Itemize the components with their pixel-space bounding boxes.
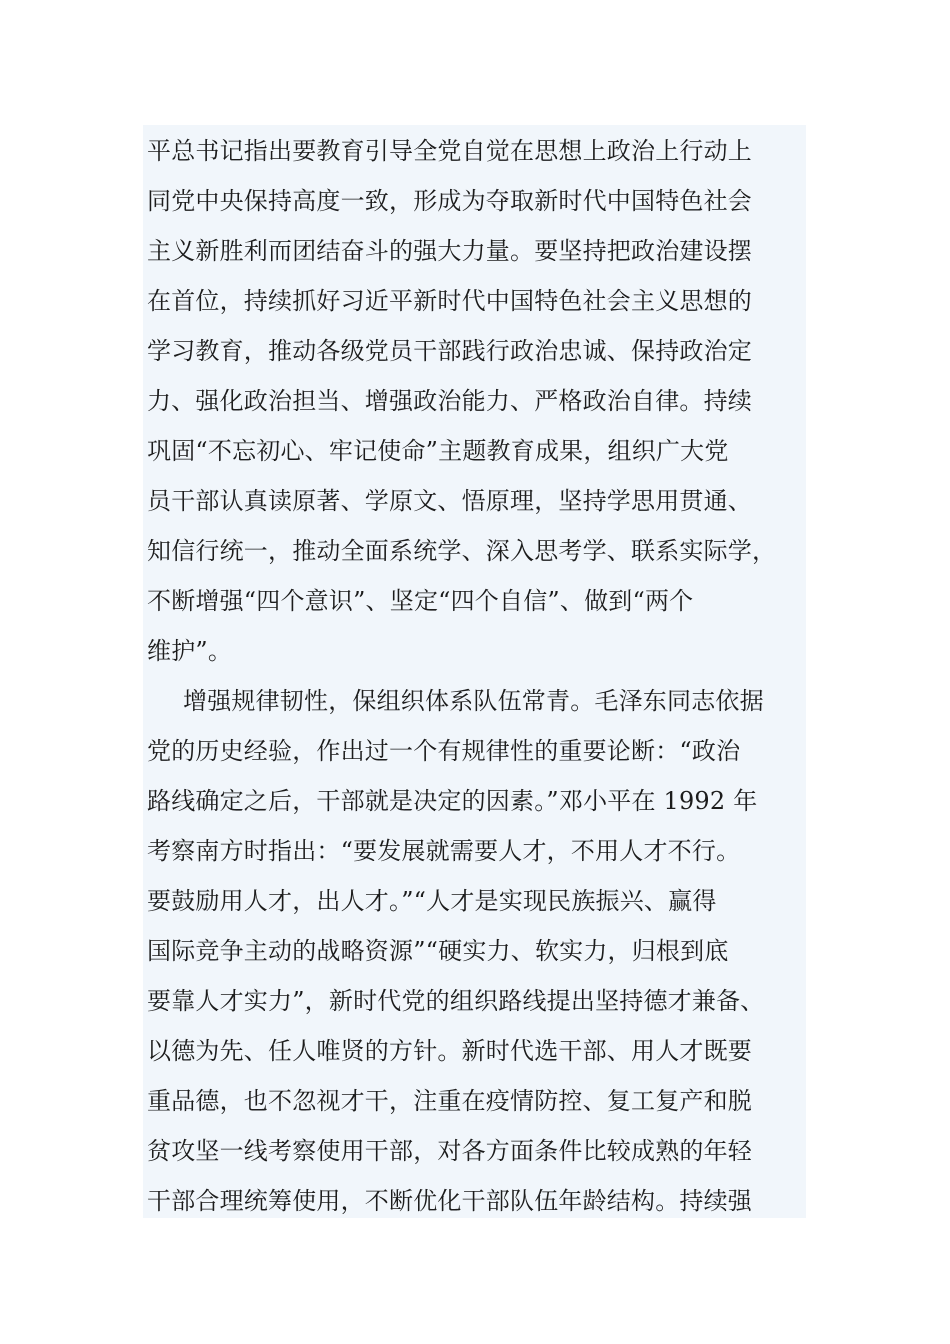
paragraph-1-line-6: 力、强化政治担当、增强政治能力、严格政治自律。持续 bbox=[147, 387, 752, 415]
paragraph-1-line-10: 不断增强“四个意识”、坚定“四个自信”、做到“两个 bbox=[147, 587, 694, 615]
paragraph-2-line-11: 干部合理统筹使用，不断优化干部队伍年龄结构。持续强 bbox=[147, 1187, 752, 1215]
paragraph-1-line-5: 学习教育，推动各级党员干部践行政治忠诚、保持政治定 bbox=[147, 337, 752, 365]
paragraph-2-line-4: 考察南方时指出：“要发展就需要人才，不用人才不行。 bbox=[147, 837, 741, 865]
paragraph-2-line-5: 要鼓励用人才，出人才。”“人才是实现民族振兴、赢得 bbox=[147, 887, 717, 915]
paragraph-2-line-9: 重品德，也不忽视才干，注重在疫情防控、复工复产和脱 bbox=[147, 1087, 752, 1115]
paragraph-1-line-11: 维护”。 bbox=[147, 637, 233, 665]
paragraph-2-line-3: 路线确定之后，干部就是决定的因素。”邓小平在 1992 年 bbox=[147, 787, 758, 815]
paragraph-2-line-7: 要靠人才实力”，新时代党的组织路线提出坚持德才兼备、 bbox=[147, 987, 765, 1015]
paragraph-2-line-2: 党的历史经验，作出过一个有规律性的重要论断：“政治 bbox=[147, 737, 741, 765]
paragraph-2-line-6: 国际竞争主动的战略资源”“硬实力、软实力，归根到底 bbox=[147, 937, 729, 965]
paragraph-1-line-1: 平总书记指出要教育引导全党自觉在思想上政治上行动上 bbox=[147, 137, 752, 165]
paragraph-1-line-7: 巩固“不忘初心、牢记使命”主题教育成果，组织广大党 bbox=[147, 437, 729, 465]
paragraph-1-line-4: 在首位，持续抓好习近平新时代中国特色社会主义思想的 bbox=[147, 287, 752, 315]
paragraph-1-line-9: 知信行统一，推动全面系统学、深入思考学、联系实际学， bbox=[147, 537, 777, 565]
paragraph-2-line-1: 增强规律韧性，保组织体系队伍常青。毛泽东同志依据 bbox=[183, 687, 764, 715]
paragraph-2-line-8: 以德为先、任人唯贤的方针。新时代选干部、用人才既要 bbox=[147, 1037, 752, 1065]
paragraph-1-line-2: 同党中央保持高度一致，形成为夺取新时代中国特色社会 bbox=[147, 187, 752, 215]
paragraph-1-line-3: 主义新胜利而团结奋斗的强大力量。要坚持把政治建设摆 bbox=[147, 237, 752, 265]
paragraph-2-line-10: 贫攻坚一线考察使用干部，对各方面条件比较成熟的年轻 bbox=[147, 1137, 752, 1165]
highlighted-text-block bbox=[143, 125, 806, 1218]
paragraph-1-line-8: 员干部认真读原著、学原文、悟原理，坚持学思用贯通、 bbox=[147, 487, 752, 515]
